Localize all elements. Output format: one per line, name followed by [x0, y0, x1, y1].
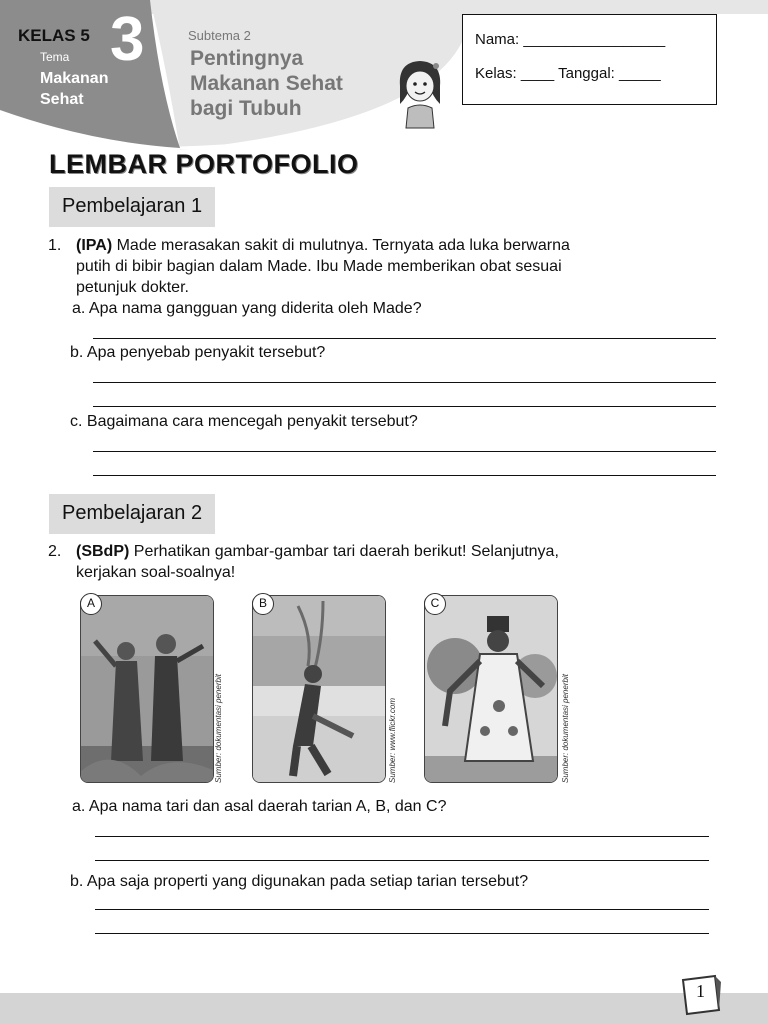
question-1b: b. Apa penyebab penyakit tersebut?	[70, 344, 326, 361]
girl-illustration	[392, 56, 448, 130]
subtema-title-line1: Pentingnya	[190, 47, 304, 70]
answer-line[interactable]	[93, 406, 716, 407]
subtema-title	[190, 46, 343, 121]
kelas-label: KELAS 5	[18, 26, 90, 45]
subtema-title-line3: bagi Tubuh	[190, 97, 302, 120]
student-id-box	[462, 14, 717, 105]
tema-label: Tema	[40, 50, 70, 64]
question-1a: a. Apa nama gangguan yang diderita oleh Made?	[72, 300, 422, 317]
question-1-text-line3: petunjuk dokter.	[76, 279, 189, 296]
photo-source-a: Sumber: dokumentasi penerbit	[214, 674, 223, 783]
answer-line[interactable]	[93, 475, 716, 476]
question-2a: a. Apa nama tari dan asal daerah tarian A, B, dan C?	[72, 798, 447, 815]
section-label-2: Pembelajaran 2	[49, 494, 215, 534]
answer-line[interactable]	[93, 382, 716, 383]
subtema-title-line2: Makanan Sehat	[190, 72, 343, 95]
photo-source-b: Sumber: www.flickr.com	[388, 697, 397, 783]
tema-name-line2: Sehat	[40, 91, 84, 108]
answer-line[interactable]	[95, 860, 709, 861]
answer-line[interactable]	[95, 909, 709, 910]
subtema-label: Subtema 2	[188, 28, 251, 43]
kelas-tanggal-field[interactable]: Kelas: ____ Tanggal: _____	[475, 65, 661, 82]
photo-badge-b: B	[252, 593, 274, 615]
answer-line[interactable]	[93, 451, 716, 452]
footer-bar	[0, 993, 768, 1024]
answer-line[interactable]	[95, 933, 709, 934]
dance-b-image	[253, 596, 386, 783]
photo-badge-a: A	[80, 593, 102, 615]
question-2	[48, 541, 716, 583]
question-2-subject: (SBdP)	[76, 543, 130, 560]
question-1-text-line1: Made merasakan sakit di mulutnya. Ternyata ada luka berwarna	[112, 237, 570, 254]
dance-photo-a	[80, 595, 214, 783]
question-1-number: 1.	[48, 237, 62, 254]
question-1	[48, 235, 716, 298]
question-2b: b. Apa saja properti yang digunakan pada setiap tarian tersebut?	[70, 873, 529, 890]
nama-field[interactable]: Nama: _________________	[475, 31, 666, 48]
question-1c: c. Bagaimana cara mencegah penyakit tersebut?	[70, 413, 418, 430]
dance-c-image	[425, 596, 558, 783]
tema-name	[40, 68, 108, 110]
photo-badge-c: C	[424, 593, 446, 615]
question-2-text-line2: kerjakan soal-soalnya!	[76, 564, 236, 581]
question-1-text-line2: putih di bibir bagian dalam Made. Ibu Made memberikan obat sesuai	[76, 258, 562, 275]
question-2-number: 2.	[48, 543, 62, 560]
dance-photo-c	[424, 595, 558, 783]
answer-line[interactable]	[93, 338, 716, 339]
question-2-text-line1: Perhatikan gambar-gambar tari daerah berikut! Selanjutnya,	[129, 543, 559, 560]
section-label-1: Pembelajaran 1	[49, 187, 215, 227]
question-1-subject: (IPA)	[76, 237, 113, 254]
page-title: LEMBAR PORTOFOLIO	[49, 149, 359, 179]
answer-line[interactable]	[95, 836, 709, 837]
photo-source-c: Sumber: dokumentasi penerbit	[561, 674, 570, 783]
page-number: 1	[696, 981, 705, 1001]
dance-photo-b	[252, 595, 386, 783]
dance-a-image	[81, 596, 214, 783]
tema-number: 3	[110, 5, 145, 74]
tema-name-line1: Makanan	[40, 70, 109, 87]
